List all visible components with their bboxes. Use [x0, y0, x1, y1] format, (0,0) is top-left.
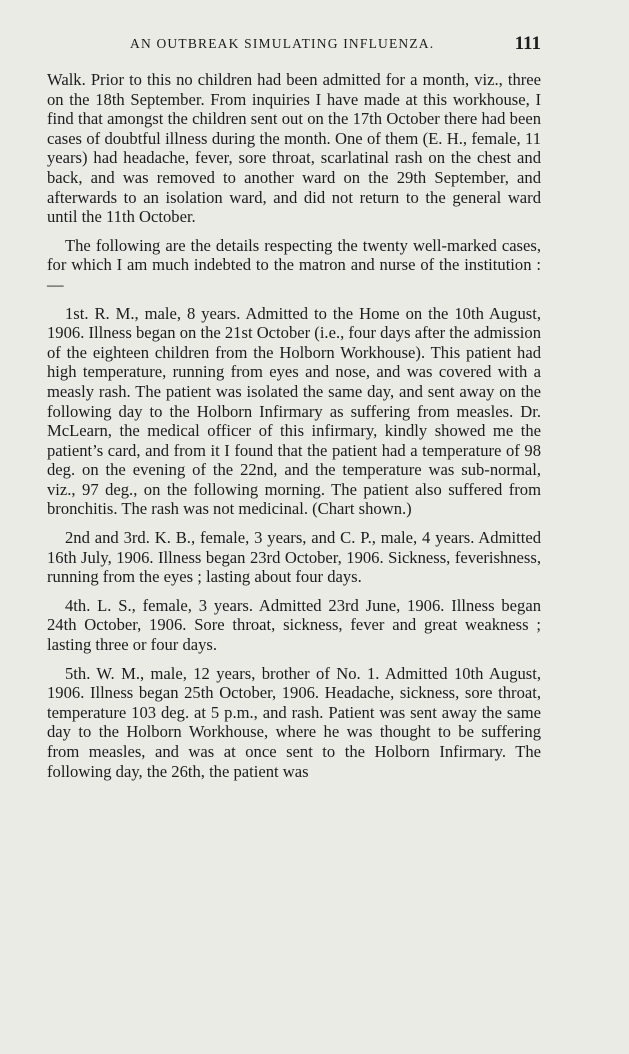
paragraph-case-4: 4th. L. S., female, 3 years. Admitted 23rd June, 1906. Illness began 24th October, 1906. Sore throat, sickness, fever and great weakness ; lasting three or four days.: [47, 595, 541, 655]
body-text: [47, 70, 541, 781]
paragraph-case-1: 1st. R. M., male, 8 years. Admitted to the Home on the 10th August, 1906. Illness began on the 21st October (i.e., four days after the admission of the eighteen children from the Holborn Workhouse). This patient had high temperature, running from eyes and nose, and was covered with a measly rash. The patient was isolated the same day, and sent away on the following day to the Holborn Infirmary as suffering from measles. Dr. McLearn, the medical officer of this infirmary, kindly showed me the patient’s card, and from it I found that the patient had a temperature of 98 deg. on the evening of the 22nd, and the temperature was sub-normal, viz., 97 deg., on the following morning. The patient also suffered from bronchitis. The rash was not medicinal. (Chart shown.): [47, 303, 542, 519]
paragraph-case-5: 5th. W. M., male, 12 years, brother of No. 1. Admitted 10th August, 1906. Illness began 25th October, 1906. Headache, sickness, sore throat, temperature 103 deg. at 5 p.m., and rash. Patient was sent away the same day to the Holborn Workhouse, where he was thought to be suffering from measles, and was at once sent to the Holborn Infirmary. The following day, the 26th, the patient was: [47, 663, 541, 781]
paragraph-introduction: The following are the details respecting the twenty well-marked cases, for which I am much indebted to the matron and nurse of the institution :—: [47, 235, 541, 294]
running-title: AN OUTBREAK SIMULATING INFLUENZA.: [130, 36, 435, 51]
paragraph-case-2-3: 2nd and 3rd. K. B., female, 3 years, and C. P., male, 4 years. Admitted 16th July, 1906. Illness began 23rd October, 1906. Sickness, feverishness, running from the eyes ; lasting about four days.: [47, 528, 541, 587]
page-number: 111: [514, 33, 541, 54]
running-head: [47, 33, 541, 55]
paragraph-continuation: Walk. Prior to this no children had been admitted for a month, viz., three on the 18th September. From inquiries I have made at this workhouse, I find that amongst the children sent out on the 17th October there had been cases of doubtful illness during the month. One of them (E. H., female, 11 years) had headache, fever, sore throat, scarlatinal rash on the chest and back, and was removed to another ward on the 29th September, and afterwards to an isolation ward, and did not return to the general ward until the 11th October.: [47, 70, 541, 227]
